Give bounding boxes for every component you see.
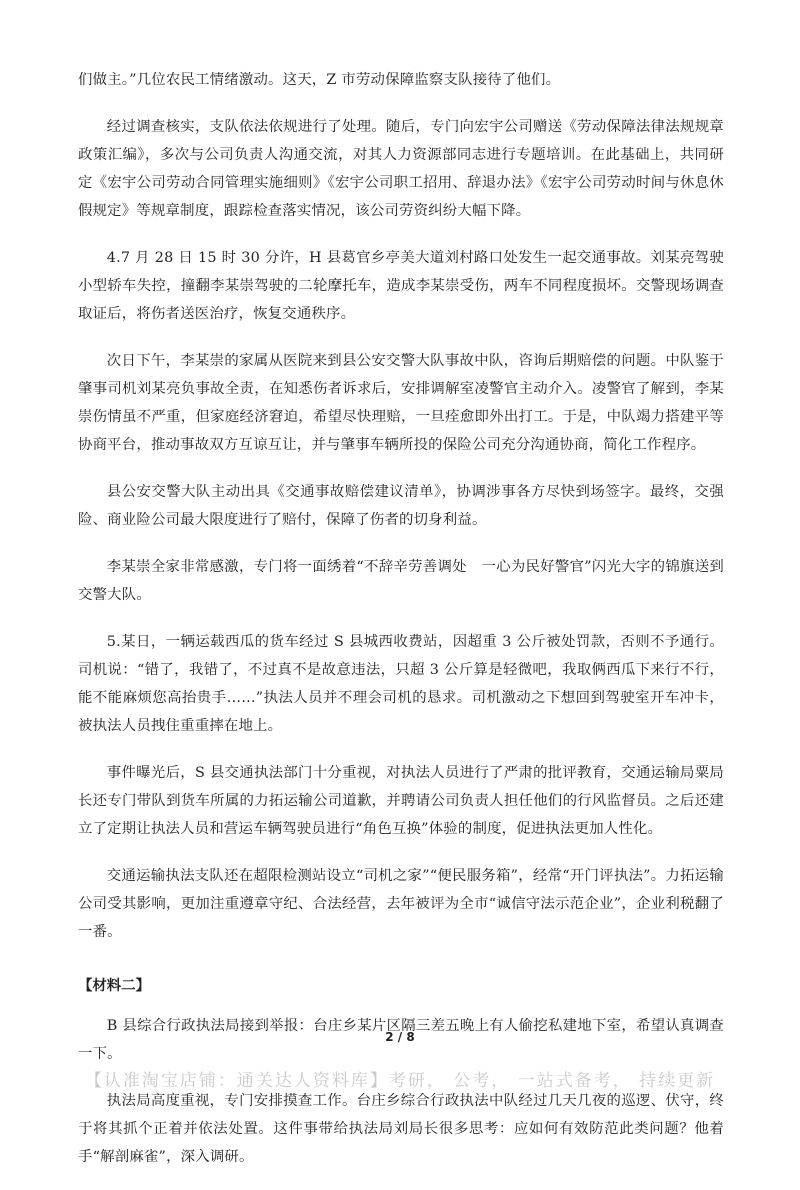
paragraph: 执法局高度重视，专门安排摸查工作。台庄乡综合行政执法中队经过几天几夜的巡逻、伏守，终于将其抓个正着并依法处置。这件事带给执法局刘局长很多思考：应如何有效防范此类问题？他着手“解剖麻雀”，深入调研。 <box>78 1093 724 1165</box>
paragraph: 事件曝光后，S 县交通执法部门十分重视，对执法人员进行了严肃的批评教育，交通运输局粟局长还专门带队到货车所属的力拓运输公司道歉，并聘请公司负责人担任他们的行风监督员。之后还建立了定期让执法人员和营运车辆驾驶员进行“角色互换”体验的制度，促进执法更加人性化。 <box>78 765 724 837</box>
paragraph: 李某崇全家非常感激，专门将一面绣着“不辞辛劳善调处 一心为民好警官”闪光大字的锦旗送到交警大队。 <box>78 559 724 603</box>
paragraph: 次日下午，李某崇的家属从医院来到县公安交警大队事故中队，咨询后期赔偿的问题。中队鉴于肇事司机刘某亮负事故全责，在知悉伤者诉求后，安排调解室凌警官主动介入。凌警官了解到，李某崇伤情虽不严重，但家庭经济窘迫，希望尽快理赔，一旦痊愈即外出打工。于是，中队竭力搭建平等协商平台，推动事故双方互谅互让，并与肇事车辆所投的保险公司充分沟通协商，简化工作程序。 <box>78 353 724 453</box>
page-number: 2 / 8 <box>385 1030 415 1044</box>
footer-watermark: 【认准淘宝店铺：通关达人资料库】考研， 公考， 一站式备考， 持续更新 <box>84 1071 716 1091</box>
paragraph: 经过调查核实，支队依法依规进行了处理。随后，专门向宏宇公司赠送《劳动保障法律法规规章政策汇编》，多次与公司负责人沟通交流，对其人力资源部同志进行专题培训。在此基础上，共同研定《宏宇公司劳动合同管理实施细则》《宏宇公司职工招用、辞退办法》《宏宇公司劳动时间与休息休假规定》等规章制度，跟踪检查落实情况，该公司劳资纠纷大幅下降。 <box>78 119 724 219</box>
paragraph: 交通运输执法支队还在超限检测站设立“司机之家”“便民服务箱”，经常“开门评执法”。力拓运输公司受其影响，更加注重遵章守纪、合法经营，去年被评为全市“诚信守法示范企业”，企业利税翻了一番。 <box>78 868 724 940</box>
paragraph: 县公安交警大队主动出具《交通事故赔偿建议清单》，协调涉事各方尽快到场签字。最终，交强险、商业险公司最大限度进行了赔付，保障了伤者的切身利益。 <box>78 484 724 528</box>
paragraph: 5.某日，一辆运载西瓜的货车经过 S 县城西收费站，因超重 3 公斤被处罚款，否则不予通行。司机说：“错了，我错了，不过真不是故意违法，只超 3 公斤算是轻微吧，我取俩西瓜下来行不行，能不能麻烦您高抬贵手……”执法人员并不理会司机的恳求。司机激动之下想回到驾驶室开车冲卡，被执法人员拽住重重摔在地上。 <box>78 634 724 734</box>
paragraph: 4.7 月 28 日 15 时 30 分许，H 县葛官乡亭美大道刘村路口处发生一起交通事故。刘某亮驾驶小型轿车失控，撞翻李某崇驾驶的二轮摩托车，造成李某崇受伤，两车不同程度损坏。交警现场调查取证后，将伤者送医治疗，恢复交通秩序。 <box>78 250 724 322</box>
document-body <box>78 66 724 1190</box>
section-heading: 【材料二】 <box>78 978 150 994</box>
paragraph: 们做主。”几位农民工情绪激动。这天，Z 市劳动保障监察支队接待了他们。 <box>78 72 561 88</box>
paragraph: B 县综合行政执法局接到举报：台庄乡某片区隔三差五晚上有人偷挖私建地下室，希望认真调查一下。 <box>78 1018 724 1062</box>
material-one-continuation <box>78 66 724 946</box>
